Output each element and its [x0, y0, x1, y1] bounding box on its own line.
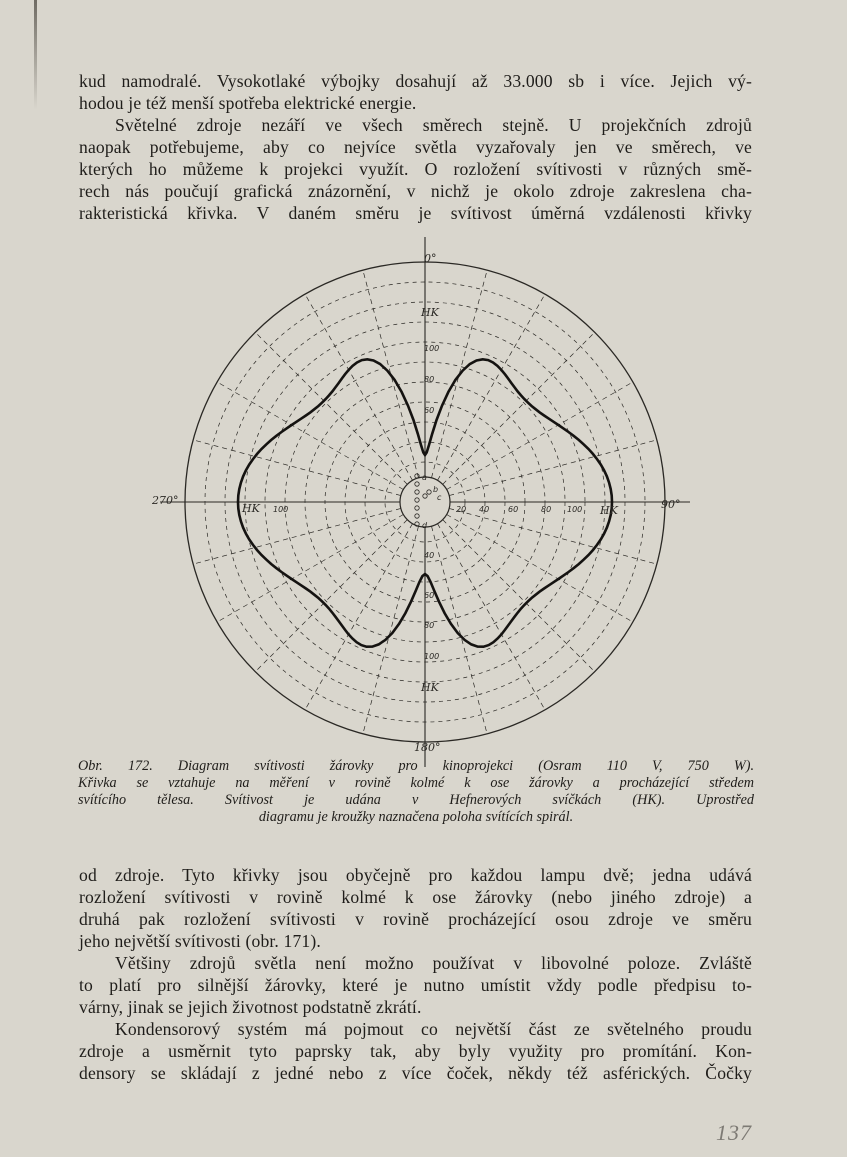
text-line: Většiny zdrojů světla není možno používat v libovolné poloze. Zvláště — [115, 953, 752, 973]
grid-center-circle — [400, 477, 450, 527]
text-line: hodou je též menší spotřeba elektrické energie. — [79, 93, 417, 113]
spiral-circle — [415, 474, 419, 478]
text-line: Kondensorový systém má pojmout co největší část ze světelného proudu — [115, 1019, 752, 1039]
text-line: rech nás poučují grafická znázornění, v nichž je okolo zdroje zakreslena cha- — [79, 181, 752, 201]
scale-label-top-80: 80 — [424, 375, 435, 384]
text-line: várny, jinak se jejich životnost podstatně zkrátí. — [79, 997, 422, 1017]
grid-radial-line — [255, 520, 407, 672]
grid-radial-line — [449, 440, 657, 496]
text-line: naopak potřebujeme, aby co nejvíce světla vyzařovaly jen ve směrech, ve — [79, 137, 752, 157]
paragraph-4 — [79, 952, 752, 1018]
grid-radial-line — [443, 332, 595, 484]
spiral-circle — [415, 514, 419, 518]
grid-radial-line — [193, 440, 401, 496]
spiral-circle — [415, 490, 419, 494]
grid-radial-line — [443, 520, 595, 672]
text-line: rozložení svítivosti v rovině kolmé k ose žárovky (nebo jiného zdroje) a — [79, 887, 752, 907]
figure-caption — [78, 758, 754, 826]
text-line: kud namodralé. Vysokotlaké výbojky dosahují až 33.000 sb i více. Jejich vý- — [79, 71, 752, 91]
text-line: densory se skládají z jedné nebo z více čoček, někdy též asférických. Čočky — [79, 1063, 752, 1083]
scale-label-top-60: 60 — [424, 406, 435, 415]
grid-radial-line — [438, 294, 546, 480]
grid-radial-line — [305, 294, 413, 480]
bottom-text — [79, 864, 752, 1084]
scale-label-top-100: 100 — [424, 344, 440, 353]
spiral-label-b: b — [433, 485, 439, 494]
scale-label-right-20: 20 — [456, 505, 467, 514]
page-number: 137 — [716, 1120, 752, 1145]
spiral-label-a: a — [422, 473, 427, 482]
text-line: to platí pro silnější žárovky, které je nutno umístit vždy podle předpisu to- — [79, 975, 752, 995]
grid-radial-line — [431, 526, 487, 734]
grid-radial-line — [449, 508, 657, 564]
polar-diagram-svg — [152, 250, 695, 755]
paragraph-1 — [79, 70, 752, 114]
text-line: jeho největší svítivosti (obr. 171). — [79, 931, 321, 951]
unit-label-right: HK — [600, 504, 618, 517]
text-line: kterých ho můžeme k projekci využít. O rozložení svítivosti v různých smě- — [79, 159, 752, 179]
angle-label-270: 270° — [152, 494, 179, 507]
scale-label-right-80: 80 — [541, 505, 552, 514]
page-fold-shadow — [34, 0, 37, 110]
grid-radial-line — [193, 508, 401, 564]
grid-radial-line — [363, 526, 419, 734]
text-line: druhá pak rozložení svítivosti v rovině procházející osou zdroje ve směru — [79, 909, 752, 929]
caption-line: svítícího tělesa. Svítivost je udána v Hefnerových svíčkách (HK). Uprostřed — [78, 792, 754, 808]
grid-radial-line — [438, 524, 546, 710]
spiral-circle — [427, 490, 431, 494]
grid-radial-line — [305, 524, 413, 710]
grid-radial-line — [255, 332, 407, 484]
text-line: od zdroje. Tyto křivky jsou obyčejně pro každou lampu dvě; jedna udává — [79, 865, 752, 885]
scale-label-right-100: 100 — [567, 505, 583, 514]
scale-label-bottom-80: 80 — [424, 621, 435, 630]
angle-label-180: 180° — [414, 741, 441, 754]
caption-line: Křivka se vztahuje na měření v rovině kolmé k ose žárovky a procházející středem — [78, 775, 754, 791]
paragraph-5 — [79, 1018, 752, 1084]
top-text — [79, 70, 752, 224]
unit-label-top: HK — [421, 306, 439, 319]
spiral-label-c: c — [437, 493, 442, 502]
paragraph-3 — [79, 864, 752, 952]
angle-label-0: 0° — [424, 252, 437, 265]
scale-label-bottom-60: 60 — [424, 591, 435, 600]
spiral-circle — [423, 494, 427, 498]
text-line: rakteristická křivka. V daném směru je svítivost úměrná vzdálenosti křivky — [79, 203, 752, 223]
scale-label-left-100: 100 — [273, 505, 289, 514]
unit-label-left: HK — [242, 502, 260, 515]
scale-label-bottom-100: 100 — [424, 652, 440, 661]
paragraph-2 — [79, 114, 752, 224]
polar-intensity-diagram — [152, 250, 695, 755]
spiral-circle — [415, 506, 419, 510]
caption-line: diagramu je kroužky naznačena poloha svítících spirál. — [258, 809, 574, 825]
spiral-circle — [415, 498, 419, 502]
scale-label-right-40: 40 — [479, 505, 490, 514]
angle-label-90: 90° — [661, 498, 681, 511]
scale-label-right-60: 60 — [508, 505, 519, 514]
text-line: zdroje a usměrnit tyto paprsky tak, aby byly využity pro promítání. Kon- — [79, 1041, 752, 1061]
text-line: Světelné zdroje nezáří ve všech směrech stejně. U projekčních zdrojů — [115, 115, 752, 135]
unit-label-bottom: HK — [421, 681, 439, 694]
spiral-label-d: d — [422, 521, 428, 530]
spiral-circle — [415, 482, 419, 486]
scale-label-bottom-40: 40 — [424, 551, 435, 560]
caption-line: Obr. 172. Diagram svítivosti žárovky pro kinoprojekci (Osram 110 V, 750 W). — [78, 758, 754, 774]
